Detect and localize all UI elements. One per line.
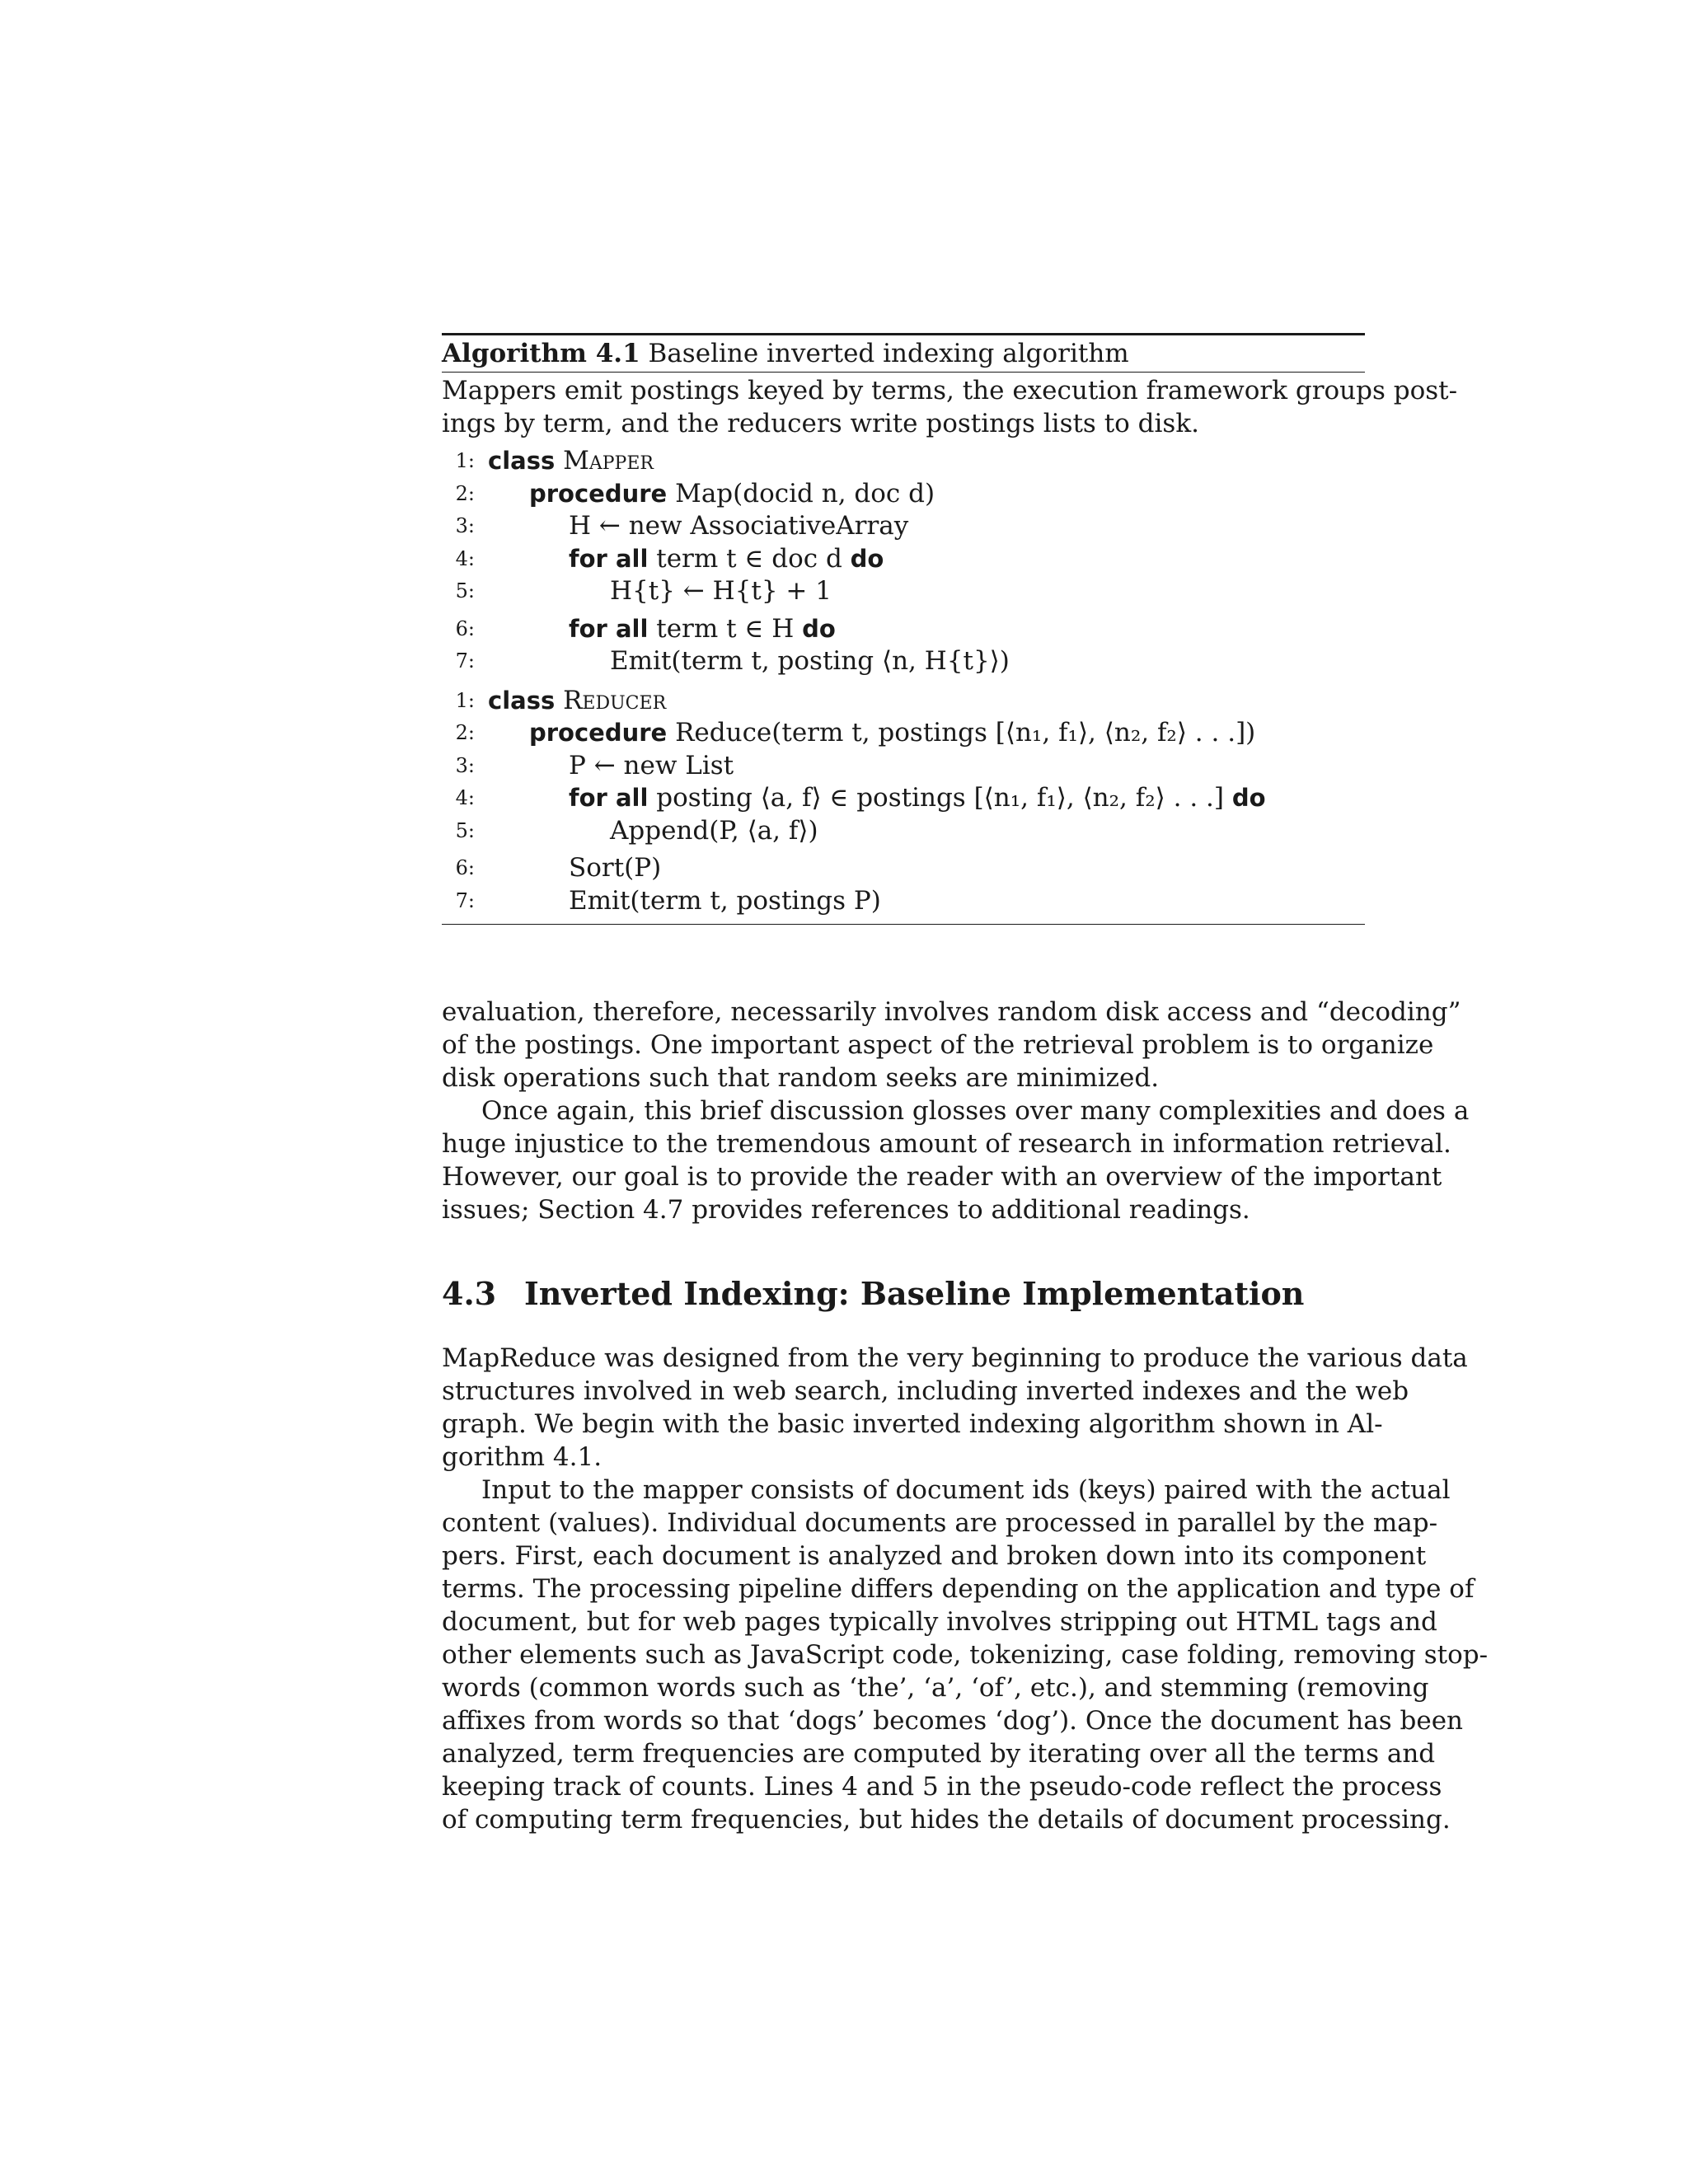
line-number: 1:: [455, 688, 475, 712]
reducer-pseudocode: [442, 685, 1365, 918]
text-line: graph. We begin with the basic inverted indexing algorithm shown in Al-: [442, 1409, 1383, 1439]
paragraph: [442, 1094, 1470, 1226]
line-number: 2:: [455, 481, 475, 505]
caption-line: Mappers emit postings keyed by terms, the execution framework groups post-: [442, 376, 1458, 405]
text-line: of the postings. One important aspect of the retrieval problem is to organize: [442, 1030, 1434, 1060]
text-line: huge injustice to the tremendous amount of research in information retrieval.: [442, 1129, 1451, 1159]
code-text: H ← new AssociativeArray: [569, 511, 909, 541]
algorithm-name: Baseline inverted indexing algorithm: [648, 339, 1129, 368]
line-number: 3:: [455, 753, 475, 777]
mapper-pseudocode: [442, 445, 1365, 678]
text-line: affixes from words so that ‘dogs’ becomes ‘dog’). Once the document has been: [442, 1706, 1464, 1736]
text-line: issues; Section 4.7 provides references to additional readings.: [442, 1195, 1250, 1225]
line-number: 3:: [455, 514, 475, 537]
keyword: class: [488, 686, 556, 715]
text-line: evaluation, therefore, necessarily involves random disk access and “decoding”: [442, 997, 1461, 1027]
paragraph: [442, 996, 1461, 1094]
text-line: other elements such as JavaScript code, tokenizing, case folding, removing stop-: [442, 1640, 1489, 1670]
algorithm-caption: [442, 374, 1458, 440]
code-line: [442, 613, 1365, 646]
line-number: 5:: [455, 579, 475, 602]
line-number: 4:: [455, 786, 475, 809]
code-text: Emit(term t, posting ⟨n, H{t}⟩): [610, 646, 1010, 676]
paragraph: [442, 1342, 1468, 1474]
code-line: [442, 478, 1365, 511]
code-text: Append(P, ⟨a, f⟩): [610, 815, 818, 846]
text-line: However, our goal is to provide the reader with an overview of the important: [442, 1162, 1442, 1192]
code-text: posting ⟨a, f⟩ ∈ postings [⟨n₁, f₁⟩, ⟨n₂, f₂⟩ . . .]: [656, 783, 1224, 813]
code-text: Sort(P): [569, 853, 662, 883]
code-line: [442, 510, 1365, 543]
text-line: keeping track of counts. Lines 4 and 5 in the pseudo-code reflect the process: [442, 1772, 1442, 1802]
code-line: [442, 852, 1365, 885]
code-line: [442, 575, 1365, 608]
keyword: do: [802, 614, 836, 643]
code-line: [442, 750, 1365, 783]
keyword: for all: [569, 614, 649, 643]
text-line: pers. First, each document is analyzed and broken down into its component: [442, 1541, 1427, 1571]
text-line: gorithm 4.1.: [442, 1442, 603, 1472]
text-line: MapReduce was designed from the very beginning to produce the various data: [442, 1343, 1468, 1373]
code-text: H{t} ← H{t} + 1: [610, 576, 832, 606]
code-line: [442, 645, 1365, 678]
text-line: terms. The processing pipeline differs depending on the application and type of: [442, 1574, 1475, 1604]
text-line: of computing term frequencies, but hides the details of document processing.: [442, 1805, 1451, 1835]
code-text: Map(docid n, doc d): [675, 478, 935, 509]
code-line: [442, 685, 1365, 718]
line-number: 7:: [455, 888, 475, 912]
line-number: 5:: [455, 818, 475, 842]
section-title: Inverted Indexing: Baseline Implementation: [524, 1275, 1305, 1312]
algorithm-bottom-rule: [442, 924, 1365, 925]
code-line: [442, 815, 1365, 848]
code-text: term t ∈ doc d: [656, 543, 842, 574]
text-line: disk operations such that random seeks are minimized.: [442, 1063, 1160, 1093]
text-line: structures involved in web search, including inverted indexes and the web: [442, 1376, 1409, 1406]
keyword: class: [488, 447, 556, 475]
text-line: document, but for web pages typically involves stripping out HTML tags and: [442, 1607, 1437, 1637]
line-number: 6:: [455, 856, 475, 879]
line-number: 4:: [455, 546, 475, 570]
code-text: P ← new List: [569, 750, 734, 780]
section-number: 4.3: [442, 1275, 497, 1312]
code-line: [442, 885, 1365, 918]
line-number: 7:: [455, 649, 475, 673]
keyword: do: [1231, 784, 1266, 812]
keyword: for all: [569, 784, 649, 812]
line-number: 1:: [455, 449, 475, 472]
algorithm-label: Algorithm 4.1: [442, 339, 640, 368]
text-line: words (common words such as ‘the’, ‘a’, ‘of’, etc.), and stemming (removing: [442, 1673, 1429, 1703]
keyword: do: [850, 544, 884, 573]
code-text: Reducer: [563, 685, 667, 715]
section-heading: [442, 1272, 1365, 1315]
code-line: [442, 445, 1365, 478]
code-text: term t ∈ H: [656, 613, 795, 644]
algorithm-box: [442, 333, 1458, 925]
line-number: 2:: [455, 721, 475, 744]
keyword: procedure: [529, 719, 668, 747]
code-text: Reduce(term t, postings [⟨n₁, f₁⟩, ⟨n₂, f₂⟩ . . .]): [675, 718, 1256, 748]
code-line: [442, 782, 1365, 815]
text-line: analyzed, term frequencies are computed by iterating over all the terms and: [442, 1739, 1436, 1769]
text-line: Input to the mapper consists of document ids (keys) paired with the actual: [481, 1475, 1451, 1505]
text-line: content (values). Individual documents are processed in parallel by the map-: [442, 1508, 1438, 1538]
caption-line: ings by term, and the reducers write postings lists to disk.: [442, 409, 1199, 438]
keyword: procedure: [529, 479, 668, 508]
line-number: 6:: [455, 616, 475, 640]
paragraph: [442, 1474, 1489, 1836]
code-line: [442, 543, 1365, 576]
algorithm-title: [442, 335, 1365, 372]
keyword: for all: [569, 544, 649, 573]
text-line: Once again, this brief discussion glosses over many complexities and does a: [481, 1096, 1470, 1126]
code-line: [442, 717, 1365, 750]
algorithm-title-rule: [442, 372, 1365, 373]
code-text: Mapper: [563, 446, 654, 476]
code-text: Emit(term t, postings P): [569, 885, 881, 916]
